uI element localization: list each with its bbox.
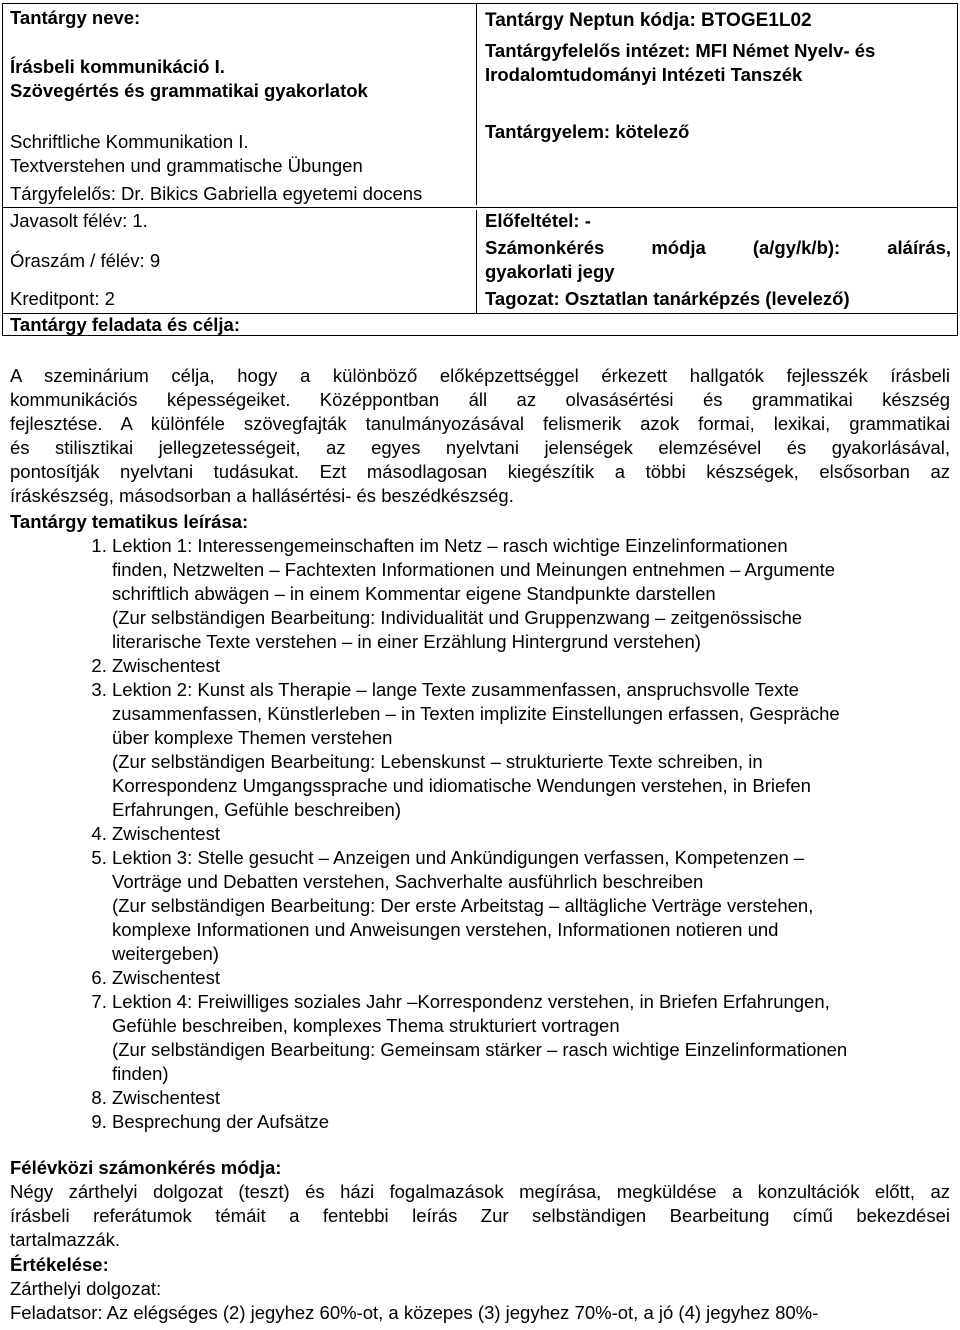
division: Tagozat: Osztatlan tanárképzés (levelező)	[485, 288, 850, 309]
goal-paragraph	[10, 364, 950, 508]
midterm-line-3: tartalmazzák.	[10, 1229, 121, 1250]
subject-name-de-1: Schriftliche Kommunikation I.	[10, 131, 249, 152]
goal-line-6: íráskészség, másodsorban a hallásértési- és beszédkészség.	[10, 485, 514, 506]
list-item: 7. Lektion 4: Freiwilliges soziales Jahr –Korrespondenz verstehen, in Briefen Erfahrungen, Gefühle beschreiben, komplexes Thema strukturiert vortragen (Zur selbständigen Bearbeitung: Gemeinsam stärker – rasch wichtige Einzelinformationen finden)	[112, 990, 960, 1086]
subject-name-de-2: Textverstehen und grammatische Übungen	[10, 155, 363, 176]
neptun-code: Tantárgy Neptun kódja: BTOGE1L02	[485, 10, 812, 31]
topics-label: Tantárgy tematikus leírása:	[10, 511, 249, 532]
midterm-paragraph	[10, 1180, 950, 1252]
midterm-label: Félévközi számonkérés módja:	[10, 1157, 282, 1178]
responsible-institute-1: Tantárgyfelelős intézet: MFI Német Nyelv- és	[485, 40, 876, 61]
list-item: 3. Lektion 2: Kunst als Therapie – lange Texte zusammenfassen, anspruchsvolle Texte zusammenfassen, Künstlerleben – in Texten implizite Einstellungen erfassen, Gespräche über komplexe Themen verstehen (Zur selbständigen Bearbeitung: Lebenskunst – strukturierte Texte schreiben, in Korrespondenz Umgangssprache und idiomatische Wendungen verstehen, in Briefen Erfahrungen, Gefühle beschreiben)	[112, 678, 960, 822]
task-label: Tantárgy feladata és célja:	[10, 314, 240, 335]
list-item: 8. Zwischentest	[112, 1086, 960, 1110]
goal-line-1: A szeminárium célja, hogy a különböző előképzettséggel érkezett hallgatók fejlesszék írásbeli	[10, 365, 950, 386]
topics-list	[0, 534, 960, 1134]
subject-name-hu-2: Szövegértés és grammatikai gyakorlatok	[10, 80, 368, 101]
header-column-divider-lower	[476, 210, 477, 314]
assessment-method-2: gyakorlati jegy	[485, 261, 615, 282]
responsible-institute-2: Irodalomtudományi Intézeti Tanszék	[485, 64, 803, 85]
responsible-person: Tárgyfelelős: Dr. Bikics Gabriella egyetemi docens	[10, 183, 423, 204]
hours-per-semester: Óraszám / félév: 9	[10, 250, 161, 271]
list-item: 2. Zwischentest	[112, 654, 960, 678]
list-item: 6. Zwischentest	[112, 966, 960, 990]
goal-line-5: pontosítják nyelvtani tudásukat. Ezt másodlagosan kiegészítik a többi készségek, elsősorban az	[10, 461, 950, 482]
list-item: 1. Lektion 1: Interessengemeinschaften im Netz – rasch wichtige Einzelinformationen finden, Netzwelten – Fachtexten Informationen und Meinungen entnehmen – Argumente schriftlich abwägen – in einem Kommentar eigene Standpunkte darstellen (Zur selbständigen Bearbeitung: Individualität und Gruppenzwang – zeitgenössische literarische Texte verstehen – in einer Erzählung Hintergrund verstehen)	[112, 534, 960, 654]
goal-line-3: fejlesztése. A különféle szövegfajták tanulmányozásával felismerik azok formai, lexikai, grammatikai	[10, 413, 950, 434]
evaluation-line-1: Zárthelyi dolgozat:	[10, 1278, 162, 1299]
evaluation-label: Értékelése:	[10, 1254, 109, 1275]
assessment-method-1: Számonkérés módja (a/gy/k/b): aláírás,	[485, 237, 951, 258]
subject-name-label: Tantárgy neve:	[10, 7, 141, 28]
header-row-divider-1	[2, 207, 958, 208]
midterm-line-2: írásbeli referátumok témáit a fentebbi leírás Zur selbständigen Bearbeitung című bekezdései	[10, 1205, 950, 1226]
credit-points: Kreditpont: 2	[10, 288, 115, 309]
midterm-line-1: Négy zárthelyi dolgozat (teszt) és házi fogalmazások megírása, megküldése a konzultációk előtt, az	[10, 1181, 950, 1202]
prerequisite: Előfeltétel: -	[485, 210, 591, 231]
recommended-semester: Javasolt félév: 1.	[10, 210, 148, 231]
subject-element: Tantárgyelem: kötelező	[485, 121, 690, 142]
list-item: 5. Lektion 3: Stelle gesucht – Anzeigen und Ankündigungen verfassen, Kompetenzen – Vorträge und Debatten verstehen, Sachverhalte ausführlich beschreiben (Zur selbständigen Bearbeitung: Der erste Arbeitstag – alltägliche Verträge verstehen, komplexe Informationen und Anweisungen verstehen, Informationen notieren und weitergeben)	[112, 846, 960, 966]
goal-line-4: és stilisztikai jellegzetességeit, az egyes nyelvtani jelenségek elemzésével és gyakorlásával,	[10, 437, 950, 458]
header-column-divider	[476, 3, 477, 205]
list-item: 4. Zwischentest	[112, 822, 960, 846]
list-item: 9. Besprechung der Aufsätze	[112, 1110, 960, 1134]
evaluation-line-2: Feladatsor: Az elégséges (2) jegyhez 60%-ot, a közepes (3) jegyhez 70%-ot, a jó (4) jegyhez 80%-	[10, 1302, 819, 1323]
goal-line-2: kommunikációs képességeiket. Középpontban áll az olvasásértési és grammatikai készség	[10, 389, 950, 410]
subject-name-hu-1: Írásbeli kommunikáció I.	[10, 56, 225, 77]
